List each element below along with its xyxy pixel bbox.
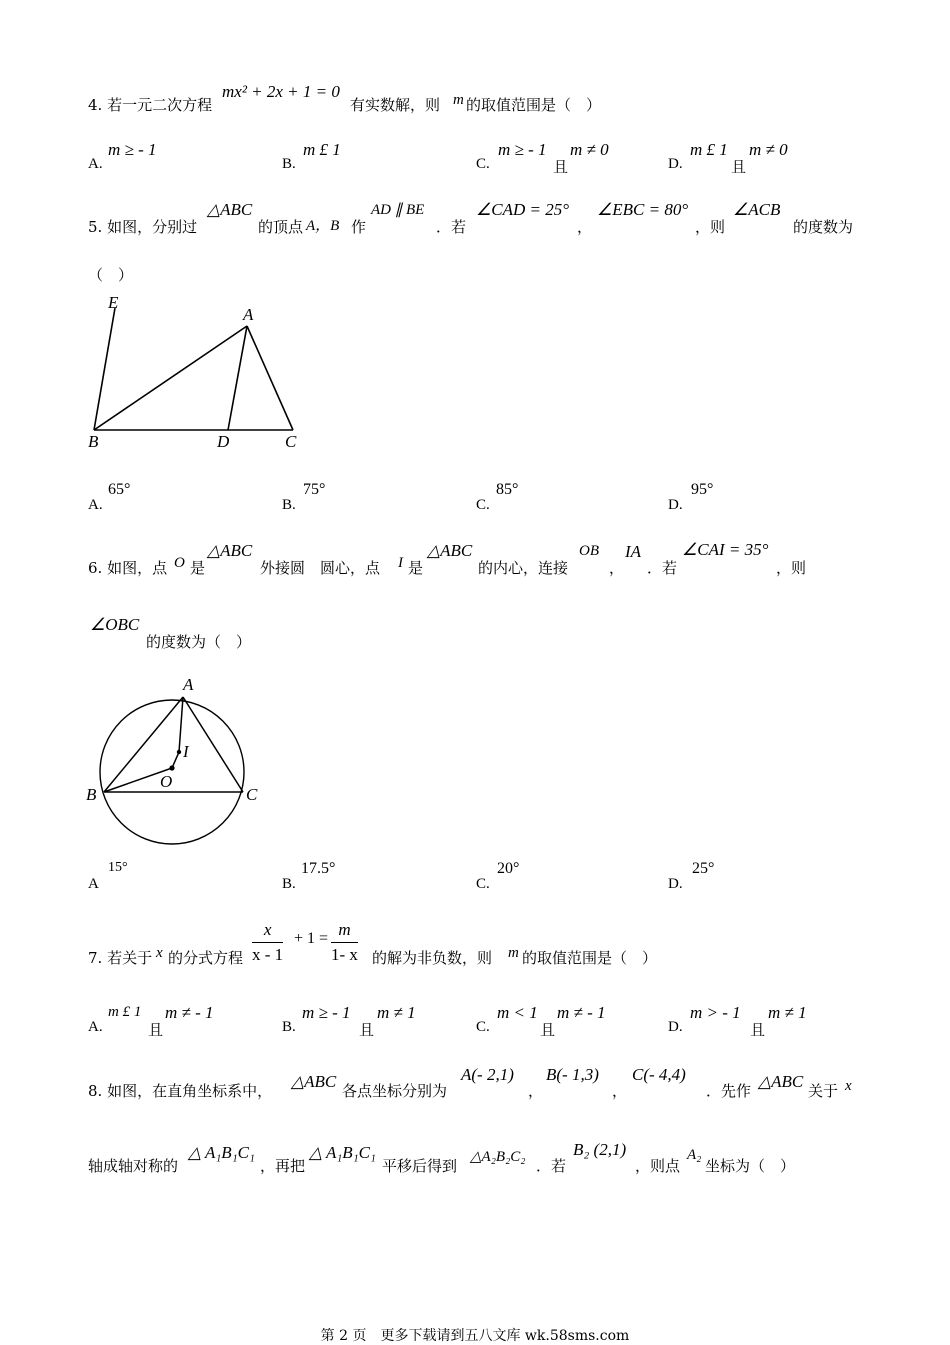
q7-var: x: [156, 945, 163, 961]
segment-ba: [94, 326, 247, 430]
option-label: D.: [668, 497, 683, 513]
option-value: 75°: [303, 481, 326, 498]
q8-mid3: 关于: [808, 1082, 839, 1100]
fraction-numerator: x: [252, 920, 283, 943]
label-a: A: [243, 305, 254, 324]
option-value: 85°: [496, 481, 519, 498]
q6-is2: 是: [408, 559, 424, 577]
q6-tri1: △ABC: [207, 541, 253, 560]
fraction-numerator: m: [331, 920, 358, 943]
q8-comma1: ，: [528, 1082, 544, 1100]
q6-tri2: △ABC: [427, 541, 473, 560]
option-expr2: m ≠ 1: [377, 1003, 416, 1022]
q8-point-a2: A₂: [687, 1147, 702, 1163]
label-i: I: [183, 742, 189, 761]
q6-comma: ，: [609, 559, 625, 577]
q7-tail: 的取值范围是（ ）: [522, 949, 658, 967]
fraction-denominator: 1- x: [331, 945, 358, 964]
q8-mid1: 各点坐标分别为: [342, 1082, 448, 1100]
q8-prefix: 8. 如图，在直角坐标系中，: [88, 1082, 273, 1100]
q8-tri: △ABC: [291, 1072, 337, 1091]
page-footer: 第 2 页 更多下载请到五八文库 wk.58sms.com: [320, 1328, 630, 1344]
option-value: 15°: [108, 860, 128, 875]
option-join: 且: [148, 1021, 164, 1039]
option-label: B.: [282, 156, 296, 172]
option-expr: m > - 1: [690, 1003, 741, 1022]
q6-tail: 的度数为（ ）: [146, 633, 252, 651]
option-label: D.: [668, 876, 683, 892]
option-value: 17.5°: [301, 860, 336, 877]
option-label: C.: [476, 497, 490, 513]
option-value: 95°: [691, 481, 714, 498]
q8-point-c: C(- 4,4): [632, 1065, 686, 1084]
label-b: B: [88, 432, 99, 451]
segment-oi: [172, 752, 179, 768]
q6-is: 是: [190, 559, 206, 577]
q6-seg-ob: OB: [579, 543, 599, 559]
q8-line2-c: 平移后得到: [382, 1157, 458, 1175]
q7-mid2: 的解为非负数，则: [372, 949, 493, 967]
q6-mid2: 的内心，连接: [478, 559, 569, 577]
q6-point-i: I: [398, 555, 403, 571]
option-expr: m £ 1: [303, 140, 341, 159]
q4-var: m: [453, 92, 464, 108]
option-label: C.: [476, 156, 490, 172]
q5-mid1: 的顶点: [258, 218, 304, 236]
q8-line2-f: 坐标为（ ）: [705, 1157, 796, 1175]
q5-mid4: ，则: [695, 218, 726, 236]
option-expr2: m ≠ - 1: [557, 1003, 606, 1022]
option-join: 且: [731, 158, 747, 176]
q4-suffix: 有实数解，则: [350, 96, 441, 114]
q5-mid2: 作: [351, 218, 367, 236]
q7-prefix: 7. 若关于: [88, 949, 153, 967]
option-label: A.: [88, 497, 103, 513]
q4-tail: 的取值范围是（ ）: [466, 96, 602, 114]
q8-point-b: B(- 1,3): [546, 1065, 599, 1084]
q8-tri4: △ A₁B₁C₁: [309, 1143, 376, 1162]
option-expr: m ≥ - 1: [108, 140, 157, 159]
q8-mid2: ．先作: [706, 1082, 752, 1100]
option-label: D.: [668, 156, 683, 172]
q6-point-o: O: [174, 555, 185, 571]
option-value: 25°: [692, 860, 715, 877]
q8-point-b2: B₂ (2,1): [573, 1140, 627, 1159]
q7-mid1: 的分式方程: [168, 949, 244, 967]
q8-tri5: △A₂B₂C₂: [470, 1149, 526, 1165]
segment-ac: [183, 697, 243, 792]
option-value: 20°: [497, 860, 520, 877]
segment-ad: [228, 326, 247, 430]
q5-angle2: ∠EBC = 80°: [597, 200, 689, 219]
option-expr2: m ≠ - 1: [165, 1003, 214, 1022]
q7-fraction-2: [331, 920, 358, 965]
option-label: A.: [88, 156, 103, 172]
q5-tri: △ABC: [207, 200, 253, 219]
q5-pts: A，B: [306, 218, 340, 234]
option-expr: m £ 1: [690, 140, 728, 159]
q4-prefix: 4. 若一元二次方程: [88, 96, 213, 114]
option-label: D.: [668, 1019, 683, 1035]
q8-tri3: △ A₁B₁C₁: [188, 1143, 255, 1162]
q5-tail: 的度数为: [793, 218, 854, 236]
option-join: 且: [540, 1021, 556, 1039]
option-join: 且: [553, 158, 569, 176]
q5-paren: （ ）: [88, 266, 134, 284]
fraction-denominator: x - 1: [252, 945, 284, 964]
label-c: C: [285, 432, 297, 451]
point-i-dot: [177, 750, 181, 754]
option-label: B.: [282, 497, 296, 513]
q8-line2-b: ，再把: [260, 1157, 306, 1175]
q6-mid1: 外接圆 圆心，点: [260, 559, 381, 577]
q8-line2-d: ．若: [536, 1157, 567, 1175]
q5-comma: ，: [577, 218, 593, 236]
option-label: A.: [88, 1019, 103, 1035]
label-d: D: [217, 432, 230, 451]
label-b: B: [86, 785, 97, 804]
option-join: 且: [359, 1021, 375, 1039]
point-o-dot: [169, 765, 174, 770]
option-expr2: m ≠ 0: [570, 140, 609, 159]
q6-mid3: ．若: [647, 559, 678, 577]
q5-parallel: AD ∥ BE: [371, 202, 425, 218]
q5-triangle-figure: [80, 290, 310, 460]
option-expr: m ≥ - 1: [498, 140, 547, 159]
option-label: C.: [476, 876, 490, 892]
q4-equation: mx² + 2x + 1 = 0: [222, 82, 340, 101]
option-value: 65°: [108, 481, 131, 498]
q6-angle1: ∠CAI = 35°: [682, 540, 769, 559]
segment-be: [94, 308, 115, 430]
option-expr: m £ 1: [108, 1004, 142, 1020]
q5-mid3: ．若: [436, 218, 467, 236]
q5-prefix: 5. 如图，分别过: [88, 218, 198, 236]
q6-seg-ia: IA: [625, 542, 642, 561]
option-label: C.: [476, 1019, 490, 1035]
label-c: C: [246, 785, 258, 804]
q8-line2-a: 轴成轴对称的: [88, 1157, 179, 1175]
q8-tri2: △ABC: [758, 1072, 804, 1091]
q7-var2: m: [508, 945, 519, 961]
option-join: 且: [750, 1021, 766, 1039]
q6-angle2: ∠OBC: [90, 615, 140, 634]
option-label: A: [88, 876, 99, 892]
option-expr: m < 1: [497, 1003, 538, 1022]
option-expr2: m ≠ 1: [768, 1003, 807, 1022]
label-e: E: [108, 293, 119, 312]
q8-point-a: A(- 2,1): [461, 1065, 514, 1084]
q8-line2-e: ，则点: [635, 1157, 681, 1175]
q5-angle1: ∠CAD = 25°: [476, 200, 570, 219]
q6-mid4: ，则: [776, 559, 807, 577]
label-a: A: [183, 675, 194, 694]
option-label: B.: [282, 1019, 296, 1035]
q8-var: x: [845, 1078, 852, 1094]
label-o: O: [160, 772, 173, 791]
option-expr: m ≥ - 1: [302, 1003, 351, 1022]
segment-ac: [247, 326, 293, 430]
option-label: B.: [282, 876, 296, 892]
q7-fraction-1: [252, 920, 283, 965]
q6-prefix: 6. 如图，点: [88, 559, 168, 577]
option-expr2: m ≠ 0: [749, 140, 788, 159]
q5-angle3: ∠ACB: [733, 200, 781, 219]
q7-plus: + 1 =: [294, 930, 329, 947]
q6-circle-figure: [80, 672, 280, 848]
q8-comma2: ，: [612, 1082, 628, 1100]
